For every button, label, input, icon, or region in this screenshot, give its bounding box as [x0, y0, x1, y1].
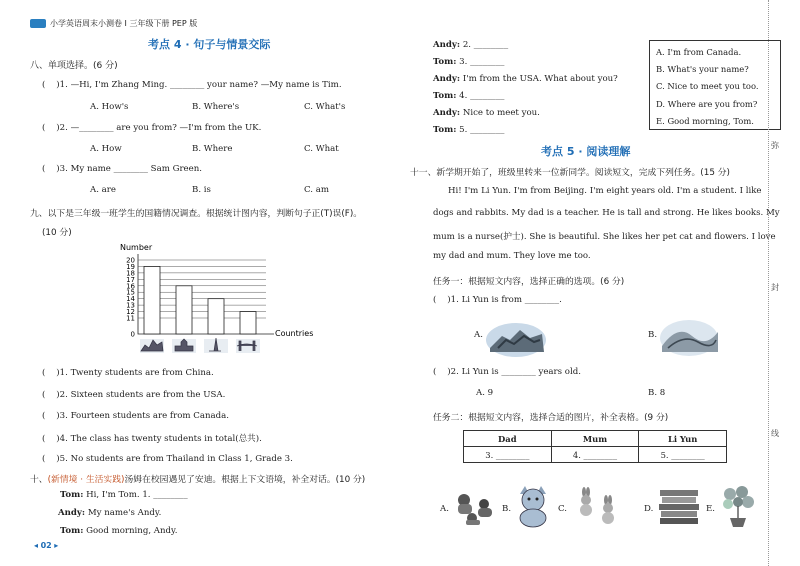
point4-title: 考点 4 · 句子与情景交际: [148, 38, 271, 51]
tf-statement-2: ( )2. Sixteen students are from the USA.: [42, 390, 226, 400]
chart-ytick-label: 13: [126, 301, 135, 310]
right-dialog-line-2: Tom: 3. ________: [433, 57, 505, 67]
right-dialog-line-4: Tom: 4. ________: [433, 91, 505, 101]
flowers-picture: [718, 484, 758, 528]
chart-bar-4: [240, 312, 256, 334]
dialog-line-2: Andy: My name's Andy.: [58, 508, 162, 518]
q8-3: ( )3. My name ________ Sam Green.: [42, 164, 202, 174]
header-title: 小学英语周末小测卷 I 三年级下册 PEP 版: [50, 19, 198, 28]
right-dialog-line-3: Andy: I'm from the USA. What about you?: [433, 74, 618, 84]
cell-4[interactable]: 4. ________: [551, 447, 639, 463]
section9-score: (10 分): [42, 228, 72, 238]
great-wall-picture: [484, 318, 548, 358]
cell-5[interactable]: 5. ________: [639, 447, 727, 463]
passage-line-4: my dad and mum. They love me too.: [433, 251, 591, 261]
t1-q2: ( )2. Li Yun is ________ years old.: [433, 367, 581, 377]
th-mum: Mum: [551, 431, 639, 447]
page-header: [30, 18, 197, 29]
q8-3-c: C. am: [304, 185, 330, 195]
chart-bar-1: [144, 266, 160, 334]
side-mark-2: 封: [771, 283, 779, 292]
passage-line-2: dogs and rabbits. My dad is a teacher. He is tall and strong. He likes books. My: [433, 208, 780, 218]
option-e: E. Good morning, Tom.: [656, 115, 754, 126]
chart-ytick-label: 12: [126, 308, 135, 317]
chart-ytick-label: 14: [126, 295, 135, 304]
chart-ylabel: Number: [120, 243, 153, 252]
tf-statement-1: ( )1. Twenty students are from China.: [42, 368, 214, 378]
capitol-icon: [172, 339, 196, 353]
nationality-bar-chart: [110, 238, 340, 360]
logo-icon: [30, 19, 46, 28]
chart-ytick-label: 17: [126, 275, 135, 284]
chart-ytick-label: 0: [130, 330, 135, 339]
section9-title: 九、以下是三年级一班学生的国籍情况调查。根据统计图内容，判断句子正(T)误(F)。: [30, 209, 363, 219]
passage-line-3: mum is a nurse(护士). She is beautiful. She likes her pet cat and flowers. I love: [433, 232, 776, 242]
side-mark-1: 弥: [771, 141, 779, 150]
q8-1-a: A. How's: [90, 102, 129, 112]
q8-1-b: B. Where's: [192, 102, 240, 112]
q8-1: ( )1. —Hi, I'm Zhang Ming. ________ your name? —My name is Tim.: [42, 80, 342, 90]
section10-title: 十、(新情境 · 生活实践)汤姆在校园遇见了安迪。根据上下文语境，补全对话。(10 分): [30, 475, 366, 485]
q8-2: ( )2. —________ are you from? —I'm from the UK.: [42, 123, 262, 133]
tower-icon: [204, 338, 228, 353]
t1-q2-a: A. 9: [476, 388, 494, 398]
chart-ytick-label: 15: [126, 288, 135, 297]
right-dialog-line-1: Andy: 2. ________: [433, 40, 509, 50]
dialog-line-1: Tom: Hi, I'm Tom. 1. ________: [60, 490, 188, 500]
option-a: A. I'm from Canada.: [656, 47, 742, 57]
task1-title: 任务一：根据短文内容，选择正确的选项。(6 分): [433, 277, 625, 287]
task2-title: 任务二：根据短文内容，选择合适的图片，补全表格。(9 分): [433, 413, 669, 423]
chart-ytick-label: 20: [126, 256, 135, 265]
pic-label-c: C.: [558, 504, 568, 514]
q8-2-c: C. What: [304, 144, 339, 154]
point5-title: 考点 5 · 阅读理解: [541, 145, 631, 158]
t1-q1-a-label: A.: [474, 330, 483, 340]
cat-picture: [512, 484, 554, 528]
page-number: ◂ 02 ▸: [34, 541, 59, 550]
right-dialog-line-5: Andy: Nice to meet you.: [433, 108, 540, 118]
q8-3-a: A. are: [90, 185, 116, 195]
dogs-picture: [452, 486, 498, 526]
answer-table: [463, 430, 727, 463]
section11-title: 十一、新学期开始了，班级里转来一位新同学。阅读短文，完成下列任务。(15 分): [410, 168, 730, 178]
options-box: [649, 40, 781, 130]
option-b: B. What's your name?: [656, 64, 749, 75]
chart-ytick-label: 11: [126, 314, 135, 323]
chart-bar-3: [208, 299, 224, 334]
passage-line-1: Hi! I'm Li Yun. I'm from Beijing. I'm eight years old. I'm a student. I like: [448, 186, 762, 196]
tf-statement-3: ( )3. Fourteen students are from Canada.: [42, 411, 229, 421]
landscape-picture: [658, 318, 720, 358]
chart-xlabel: Countries: [275, 329, 314, 338]
dialog-line-3: Tom: Good morning, Andy.: [60, 526, 178, 536]
books-picture: [656, 486, 702, 526]
t1-q2-b: B. 8: [648, 388, 666, 398]
t1-q1-b-label: B.: [648, 330, 658, 340]
tf-statement-5: ( )5. No students are from Thailand in Class 1, Grade 3.: [42, 454, 293, 464]
right-dialog-line-6: Tom: 5. ________: [433, 125, 505, 135]
chart-ytick-label: 19: [126, 262, 135, 271]
q8-1-c: C. What's: [304, 102, 346, 112]
tf-statement-4: ( )4. The class has twenty students in total(总共).: [42, 434, 262, 444]
pic-label-a: A.: [440, 504, 449, 514]
option-c: C. Nice to meet you too.: [656, 81, 759, 92]
th-liyun: Li Yun: [639, 431, 727, 447]
bridge-icon: [236, 339, 260, 353]
option-d: D. Where are you from?: [656, 98, 758, 109]
side-mark-3: 线: [771, 429, 779, 438]
t1-q1: ( )1. Li Yun is from ________.: [433, 295, 562, 305]
cell-3[interactable]: 3. ________: [464, 447, 552, 463]
q8-2-b: B. Where: [192, 144, 233, 154]
section8-title: 八、单项选择。(6 分): [30, 61, 118, 71]
q8-2-a: A. How: [90, 144, 122, 154]
pic-label-e: E.: [706, 504, 716, 514]
rabbits-picture: [572, 486, 622, 526]
th-dad: Dad: [464, 431, 552, 447]
chart-ytick-label: 18: [126, 269, 135, 278]
chart-ytick-label: 16: [126, 282, 135, 291]
q8-3-b: B. is: [192, 185, 211, 195]
chart-bar-2: [176, 286, 192, 334]
pic-label-b: B.: [502, 504, 512, 514]
great-wall-icon: [140, 339, 164, 353]
pic-label-d: D.: [644, 504, 654, 514]
